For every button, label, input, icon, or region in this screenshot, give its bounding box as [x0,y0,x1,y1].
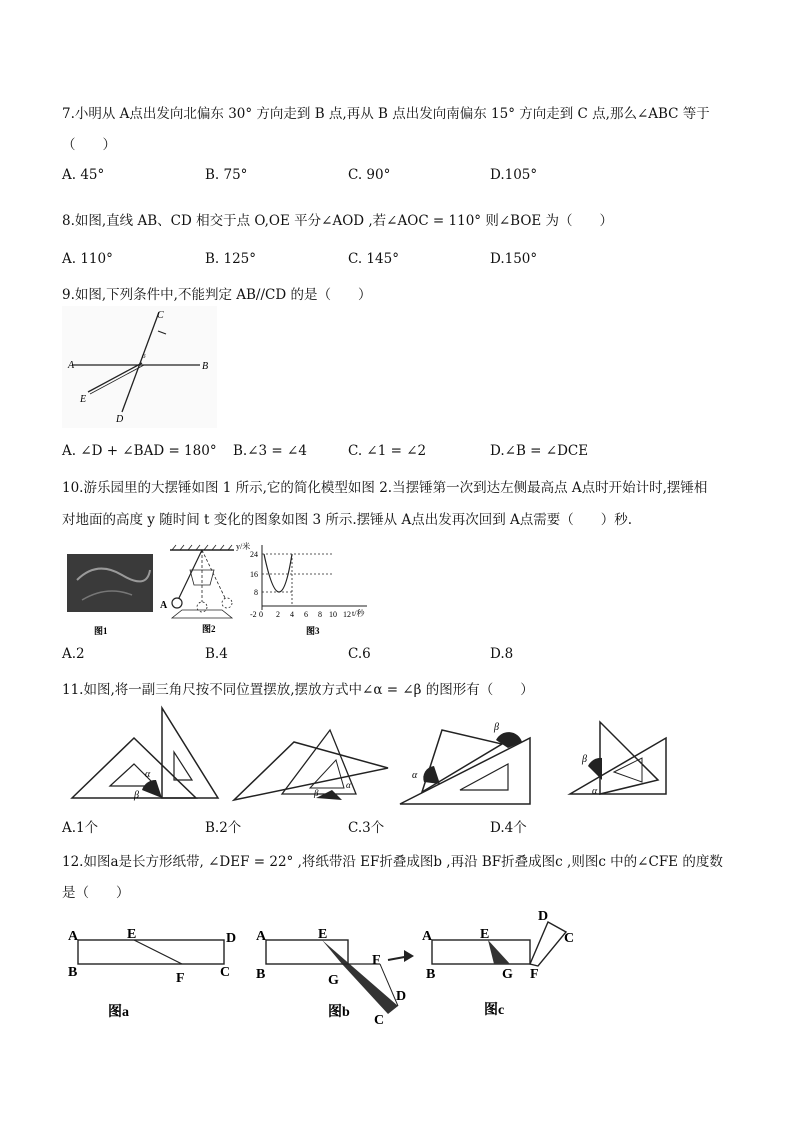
q8-stem: 8.如图,直线 AB、CD 相交于点 O,OE 平分∠AOD ,若∠AOC = 110° 则∠BOE 为（ ） [62,213,614,229]
q10-option-c: C.6 [348,646,371,662]
q12c-label-b: B [426,967,436,982]
q12b-label-f: F [372,953,381,968]
q7-option-c: C. 90° [348,167,391,183]
q12a-label-e: E [127,927,137,942]
q8-option-c: C. 145° [348,251,399,267]
q12b-label-a: A [256,929,267,944]
q9-stem: 9.如图,下列条件中,不能判定 AB//CD 的是（ ） [62,287,372,303]
q12a-label-d: D [226,931,237,946]
q11-beta-1: β [134,790,139,801]
q10-stem-line2: 对地面的高度 y 随时间 t 变化的图象如图 3 所示.摆锤从 A点出发再次回到 A点需要（ ）秒. [62,512,633,528]
q12a-label-c: C [220,965,231,980]
q11-alpha-3: α [412,770,418,781]
q9-option-b: B.∠3 = ∠4 [233,443,307,459]
q7-paren: （ ） [62,137,116,153]
q10-caption-1: 图1 [94,626,108,636]
q12c-label-g: G [502,967,513,982]
q7-stem: 7.小明从 A点出发向北偏东 30° 方向走到 B 点,再从 B 点出发向南偏东 15° 方向走到 C 点,那么∠ABC 等于 [62,106,710,122]
q12c-label-f: F [530,967,539,982]
q10-caption-3: 图3 [306,626,320,636]
svg-text:σ: σ [142,352,146,360]
q7-option-b: B. 75° [205,167,248,183]
q11-beta-4: β [582,754,587,765]
q10-label-a: A [160,600,168,611]
q10-x-tick-0: 0 [259,610,263,619]
q10-x-tick-10: 10 [329,610,337,619]
q12c-label-c: C [564,931,575,946]
q12-stem-line2: 是（ ） [62,885,130,901]
q11-option-d: D.4个 [490,820,527,836]
q10-y-tick-24: 24 [250,550,258,559]
q10-y-unit: y/米 [236,542,251,551]
q8-option-a: A. 110° [62,251,113,267]
q10-figure [62,540,372,638]
q12c-label-a: A [422,929,433,944]
q7-option-a: A. 45° [62,167,105,183]
q10-photo [67,554,153,612]
q8-option-d: D.150° [490,251,538,267]
q12-caption-b: 图b [328,1005,350,1020]
q11-option-c: C.3个 [348,820,385,836]
q7-option-d: D.105° [490,167,538,183]
q12b-label-d: D [396,989,407,1004]
q9-label-b: B [202,361,209,372]
q11-alpha-2: α [346,780,351,790]
q12-caption-c: 图c [484,1003,505,1018]
q12b-label-g: G [328,973,339,988]
q9-label-a: A [68,360,75,371]
q10-x-tick-neg2: -2 [250,610,257,619]
q11-stem: 11.如图,将一副三角尺按不同位置摆放,摆放方式中∠α = ∠β 的图形有（ ） [62,682,534,698]
q10-x-tick-12: 12 [343,610,351,619]
q10-x-tick-6: 6 [304,610,308,619]
q12a-label-b: B [68,965,78,980]
q10-option-d: D.8 [490,646,514,662]
q9-figure [62,306,217,428]
q12-figure [62,904,592,1028]
q9-label-e: E [80,394,87,405]
q11-figure [62,702,682,810]
q12a-label-f: F [176,971,185,986]
q9-option-d: D.∠B = ∠DCE [490,443,589,459]
q11-alpha-4: α [592,786,598,797]
q9-label-d: D [116,414,124,425]
q12-caption-a: 图a [108,1005,129,1020]
q9-option-c: C. ∠1 = ∠2 [348,443,427,459]
q9-label-c: C [157,310,164,321]
q11-beta-3: β [494,722,499,733]
q10-x-tick-2: 2 [276,610,280,619]
q10-x-tick-4: 4 [290,610,294,619]
q12b-label-e: E [318,927,328,942]
q12b-label-b: B [256,967,266,982]
q8-option-b: B. 125° [205,251,257,267]
q12-stem-line1: 12.如图a是长方形纸带, ∠DEF = 22° ,将纸带沿 EF折叠成图b ,再沿 BF折叠成图c ,则图c 中的∠CFE 的度数 [62,854,723,870]
q9-option-a: A. ∠D + ∠BAD = 180° [62,443,217,459]
q11-option-a: A.1个 [62,820,99,836]
q10-y-tick-8: 8 [254,588,258,597]
q10-caption-2: 图2 [202,624,216,634]
q11-option-b: B.2个 [205,820,242,836]
q10-y-tick-16: 16 [250,570,258,579]
q10-option-a: A.2 [62,646,85,662]
q11-beta-2: β [314,788,319,798]
q10-stem-line1: 10.游乐园里的大摆锤如图 1 所示,它的简化模型如图 2.当摆锤第一次到达左侧最高点 A点时开始计时,摆锤相 [62,480,708,496]
q10-x-unit: t/秒 [352,609,365,618]
q12c-label-d: D [538,909,549,924]
q10-option-b: B.4 [205,646,228,662]
q12b-label-c: C [374,1013,385,1028]
q10-x-tick-8: 8 [318,610,322,619]
q12a-label-a: A [68,929,79,944]
q11-alpha-1: α [145,769,151,780]
q12c-label-e: E [480,927,490,942]
